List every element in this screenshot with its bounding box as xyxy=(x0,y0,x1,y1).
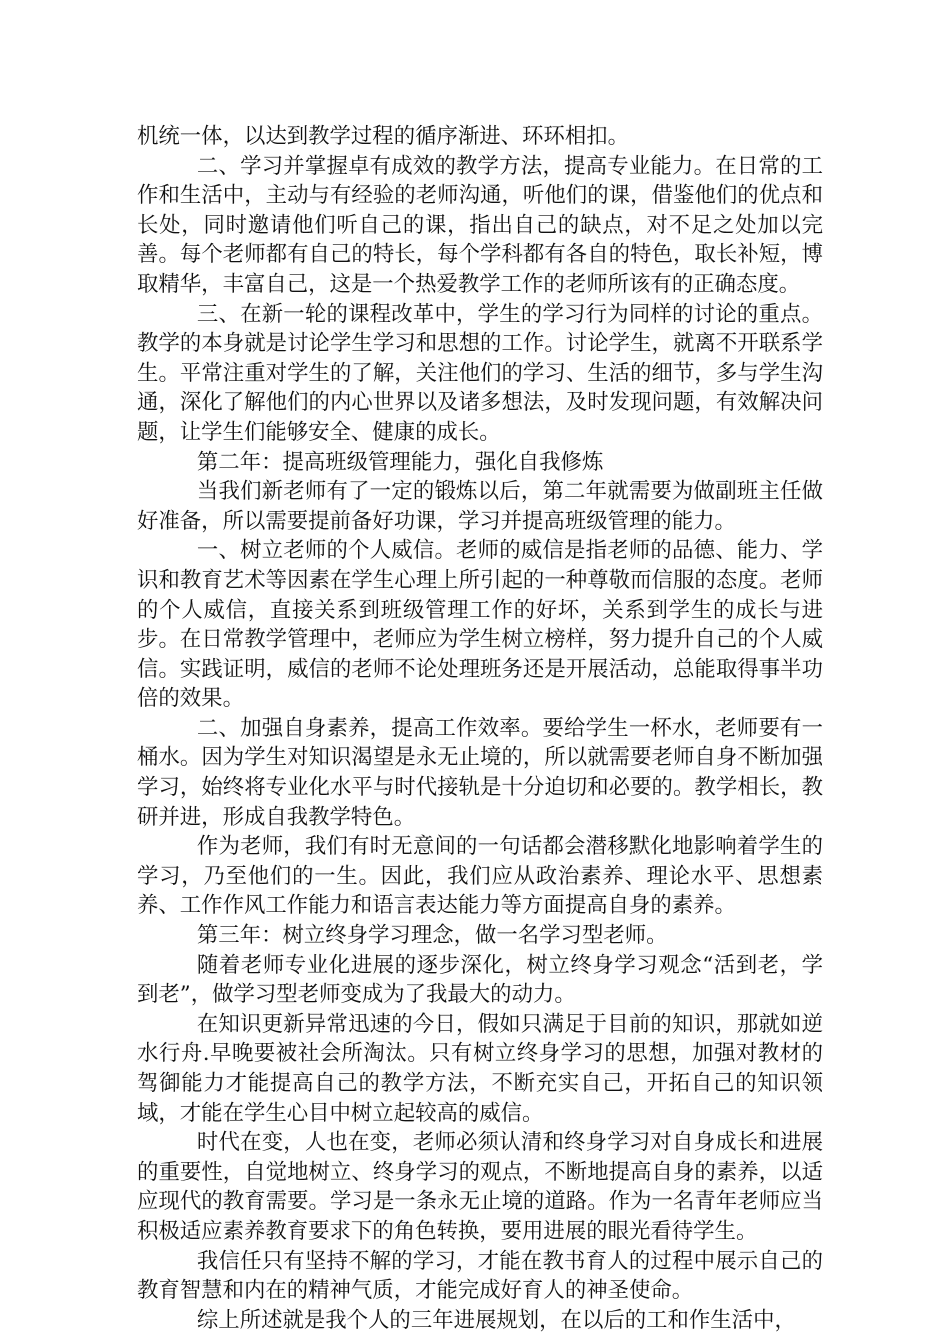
paragraph-2: 二、学习并掌握卓有成效的教学方法，提高专业能力。在日常的工作和生活中，主动与有经验的老师沟通，听他们的课，借鉴他们的优点和长处，同时邀请他们听自己的课，指出自己的缺点，对不足之处加以完善。每个老师都有自己的特长，每个学科都有各自的特色，取长补短，博取精华，丰富自己，这是一个热爱教学工作的老师所该有的正确态度。 xyxy=(137,153,823,297)
paragraph-1: 机统一体，以达到教学过程的循序渐进、环环相扣。 xyxy=(137,124,629,149)
paragraph-11: 在知识更新异常迅速的今日，假如只满足于目前的知识，那就如逆水行舟.早晚要被社会所淘汰。只有树立终身学习的思想，加强对教材的驾御能力才能提高自己的教学方法，不断充实自己，开拓自己的知识领域，才能在学生心目中树立起较高的威信。 xyxy=(137,1011,823,1126)
paragraph-10: 随着老师专业化进展的逐步深化，树立终身学习观念“活到老，学到老”，做学习型老师变成为了我最大的动力。 xyxy=(137,952,823,1008)
paragraph-7: 二、加强自身素养，提高工作效率。要给学生一杯水，老师要有一桶水。因为学生对知识渴望是永无止境的，所以就需要老师自身不断加强学习，始终将专业化水平与时代接轨是十分迫切和必要的。教学相长，教研并进，形成自我教学特色。 xyxy=(137,715,823,830)
section-heading-year-3: 第三年：树立终身学习理念，做一名学习型老师。 xyxy=(196,923,668,949)
paragraph-13: 我信任只有坚持不解的学习，才能在教书育人的过程中展示自己的教育智慧和内在的精神气质，才能完成好育人的神圣使命。 xyxy=(137,1248,823,1304)
paragraph-8: 作为老师，我们有时无意间的一句话都会潜移默化地影响着学生的学习，乃至他们的一生。因此，我们应从政治素养、理论水平、思想素养、工作作风工作能力和语言表达能力等方面提高自身的素养。 xyxy=(137,834,823,919)
paragraph-5: 当我们新老师有了一定的锻炼以后，第二年就需要为做副班主任做好准备，所以需要提前备好功课，学习并提高班级管理的能力。 xyxy=(137,479,823,534)
section-heading-year-2: 第二年：提高班级管理能力，强化自我修炼 xyxy=(196,449,604,475)
paragraph-14: 综上所述就是我个人的三年进展规划，在以后的工和作生活中， xyxy=(196,1307,796,1333)
paragraph-12: 时代在变，人也在变，老师必须认清和终身学习对自身成长和进展的重要性，自觉地树立、终身学习的观点，不断地提高自身的素养，以适应现代的教育需要。学习是一条永无止境的道路。作为一名青年老师应当积极适应素养教育要求下的角色转换，要用进展的眼光看待学生。 xyxy=(137,1130,823,1244)
paragraph-6: 一、树立老师的个人威信。老师的威信是指老师的品德、能力、学识和教育艺术等因素在学生心理上所引起的一种尊敬而信服的态度。老师的个人威信，直接关系到班级管理工作的好坏，关系到学生的成长与进步。在日常教学管理中，老师应为学生树立榜样，努力提升自己的个人威信。实践证明，威信的老师不论处理班务还是开展活动，总能取得事半功倍的效果。 xyxy=(137,538,823,712)
paragraph-3: 三、在新一轮的课程改革中，学生的学习行为同样的讨论的重点。教学的本身就是讨论学生学习和思想的工作。讨论学生，就离不开联系学生。平常注重对学生的了解，关注他们的学习、生活的细节，多与学生沟通，深化了解他们的内心世界以及诸多想法，及时发现问题，有效解决问题，让学生们能够安全、健康的成长。 xyxy=(137,301,823,445)
document-page xyxy=(137,122,823,1335)
